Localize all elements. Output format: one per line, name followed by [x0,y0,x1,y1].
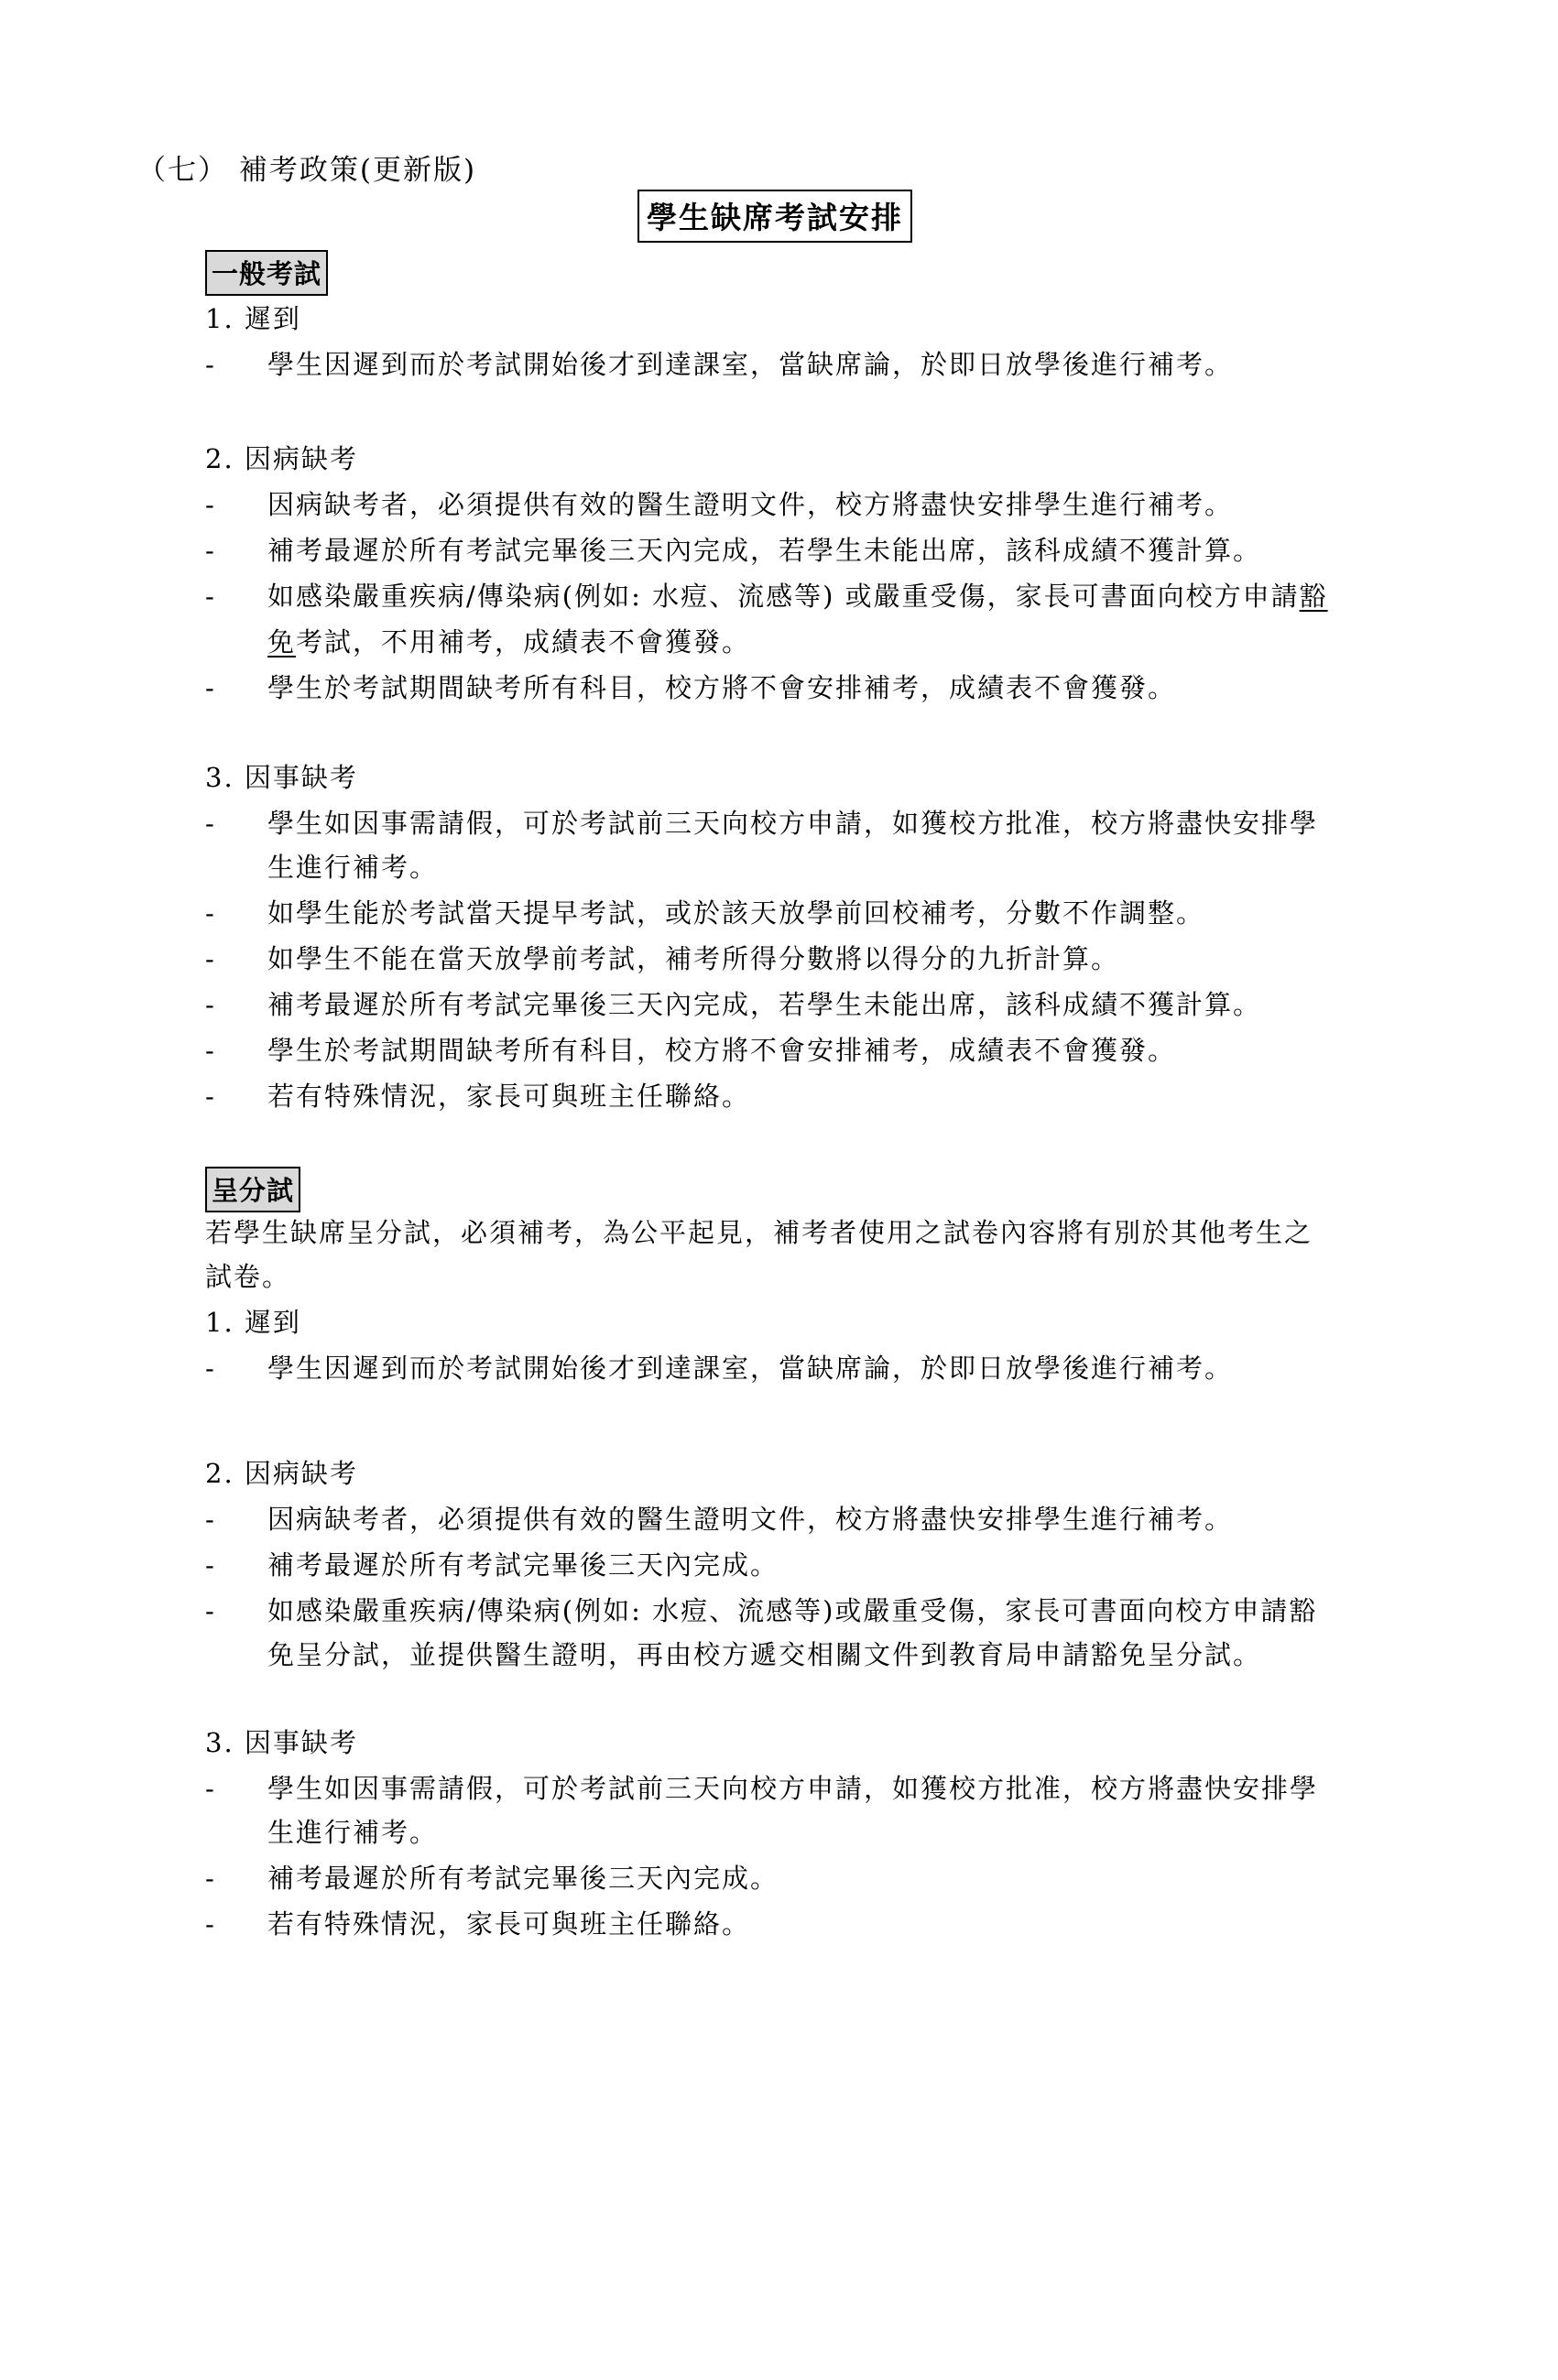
general-sick-item [267,581,1328,612]
bullet: - [205,897,216,929]
bullet: - [205,1081,216,1112]
general-sick-item-continued [267,626,750,657]
ua-affairs-item: 補考最遲於所有考試完畢後三天內完成。 [267,1863,779,1894]
general-sick-item: 補考最遲於所有考試完畢後三天內完成，若學生未能出席，該科成績不獲計算。 [267,535,1262,566]
bullet: - [205,1549,216,1581]
ua-affairs-item: 若有特殊情況，家長可與班主任聯絡。 [267,1908,751,1940]
general-affairs-item-continued: 生進行補考。 [267,852,439,883]
page-title: 學生缺席考試安排 [637,190,912,243]
bullet: - [205,1595,216,1626]
bullet: - [205,943,216,974]
ua-sick-item: 補考最遲於所有考試完畢後三天內完成。 [267,1549,779,1581]
general-affairs-item: 如學生能於考試當天提早考試，或於該天放學前回校補考，分數不作調整。 [267,897,1205,929]
ua-exam-label: 呈分試 [205,1167,300,1212]
ua-affairs-item: 學生如因事需請假，可於考試前三天向校方申請，如獲校方批准，校方將盡快安排學 [267,1773,1319,1804]
ua-sick-title: 2. 因病缺考 [205,1458,358,1489]
bullet: - [205,1773,216,1804]
bullet: - [205,989,216,1020]
bullet: - [205,808,216,839]
ua-affairs-item-continued: 生進行補考。 [267,1817,439,1848]
bullet: - [205,1504,216,1535]
ua-sick-item: 因病缺考者，必須提供有效的醫生證明文件，校方將盡快安排學生進行補考。 [267,1504,1234,1535]
ua-late-title: 1. 遲到 [205,1307,301,1338]
section-heading: （七） 補考政策(更新版) [137,154,477,187]
general-affairs-item: 學生如因事需請假，可於考試前三天向校方申請，如獲校方批准，校方將盡快安排學 [267,808,1319,839]
underlined-text: 免 [267,626,297,657]
general-sick-item: 學生於考試期間缺考所有科目，校方將不會安排補考，成績表不會獲發。 [267,672,1177,703]
bullet: - [205,1908,216,1940]
general-sick-item: 因病缺考者，必須提供有效的醫生證明文件，校方將盡快安排學生進行補考。 [267,489,1234,520]
general-late-item: 學生因遲到而於考試開始後才到達課室，當缺席論，於即日放學後進行補考。 [267,349,1234,380]
underlined-text: 豁 [1299,581,1328,612]
general-affairs-title: 3. 因事缺考 [205,762,358,793]
ua-late-item: 學生因遲到而於考試開始後才到達課室，當缺席論，於即日放學後進行補考。 [267,1353,1234,1384]
ua-intro: 若學生缺席呈分試，必須補考，為公平起見，補考者使用之試卷內容將有別於其他考生之 [205,1217,1313,1248]
general-affairs-item: 學生於考試期間缺考所有科目，校方將不會安排補考，成績表不會獲發。 [267,1035,1177,1066]
bullet: - [205,489,216,520]
bullet: - [205,1035,216,1066]
ua-affairs-title: 3. 因事缺考 [205,1727,358,1758]
general-affairs-item: 如學生不能在當天放學前考試，補考所得分數將以得分的九折計算。 [267,943,1120,974]
bullet: - [205,1353,216,1384]
ua-sick-item-continued: 免呈分試，並提供醫生證明，再由校方遞交相關文件到教育局申請豁免呈分試。 [267,1639,1262,1670]
bullet: - [205,1863,216,1894]
bullet: - [205,535,216,566]
ua-intro-continued: 試卷。 [205,1261,291,1292]
general-exam-label: 一般考試 [205,250,328,296]
general-late-title: 1. 遲到 [205,303,301,334]
bullet: - [205,349,216,380]
text-run: 如感染嚴重疾病/傳染病(例如: 水痘、流感等) 或嚴重受傷，家長可書面向校方申請 [267,581,1300,612]
bullet: - [205,672,216,703]
text-run: 考試，不用補考，成績表不會獲發。 [296,626,751,657]
general-sick-title: 2. 因病缺考 [205,443,358,474]
general-affairs-item: 補考最遲於所有考試完畢後三天內完成，若學生未能出席，該科成績不獲計算。 [267,989,1262,1020]
ua-sick-item: 如感染嚴重疾病/傳染病(例如: 水痘、流感等)或嚴重受傷，家長可書面向校方申請豁 [267,1595,1318,1626]
general-affairs-item: 若有特殊情況，家長可與班主任聯絡。 [267,1081,751,1112]
bullet: - [205,581,216,612]
